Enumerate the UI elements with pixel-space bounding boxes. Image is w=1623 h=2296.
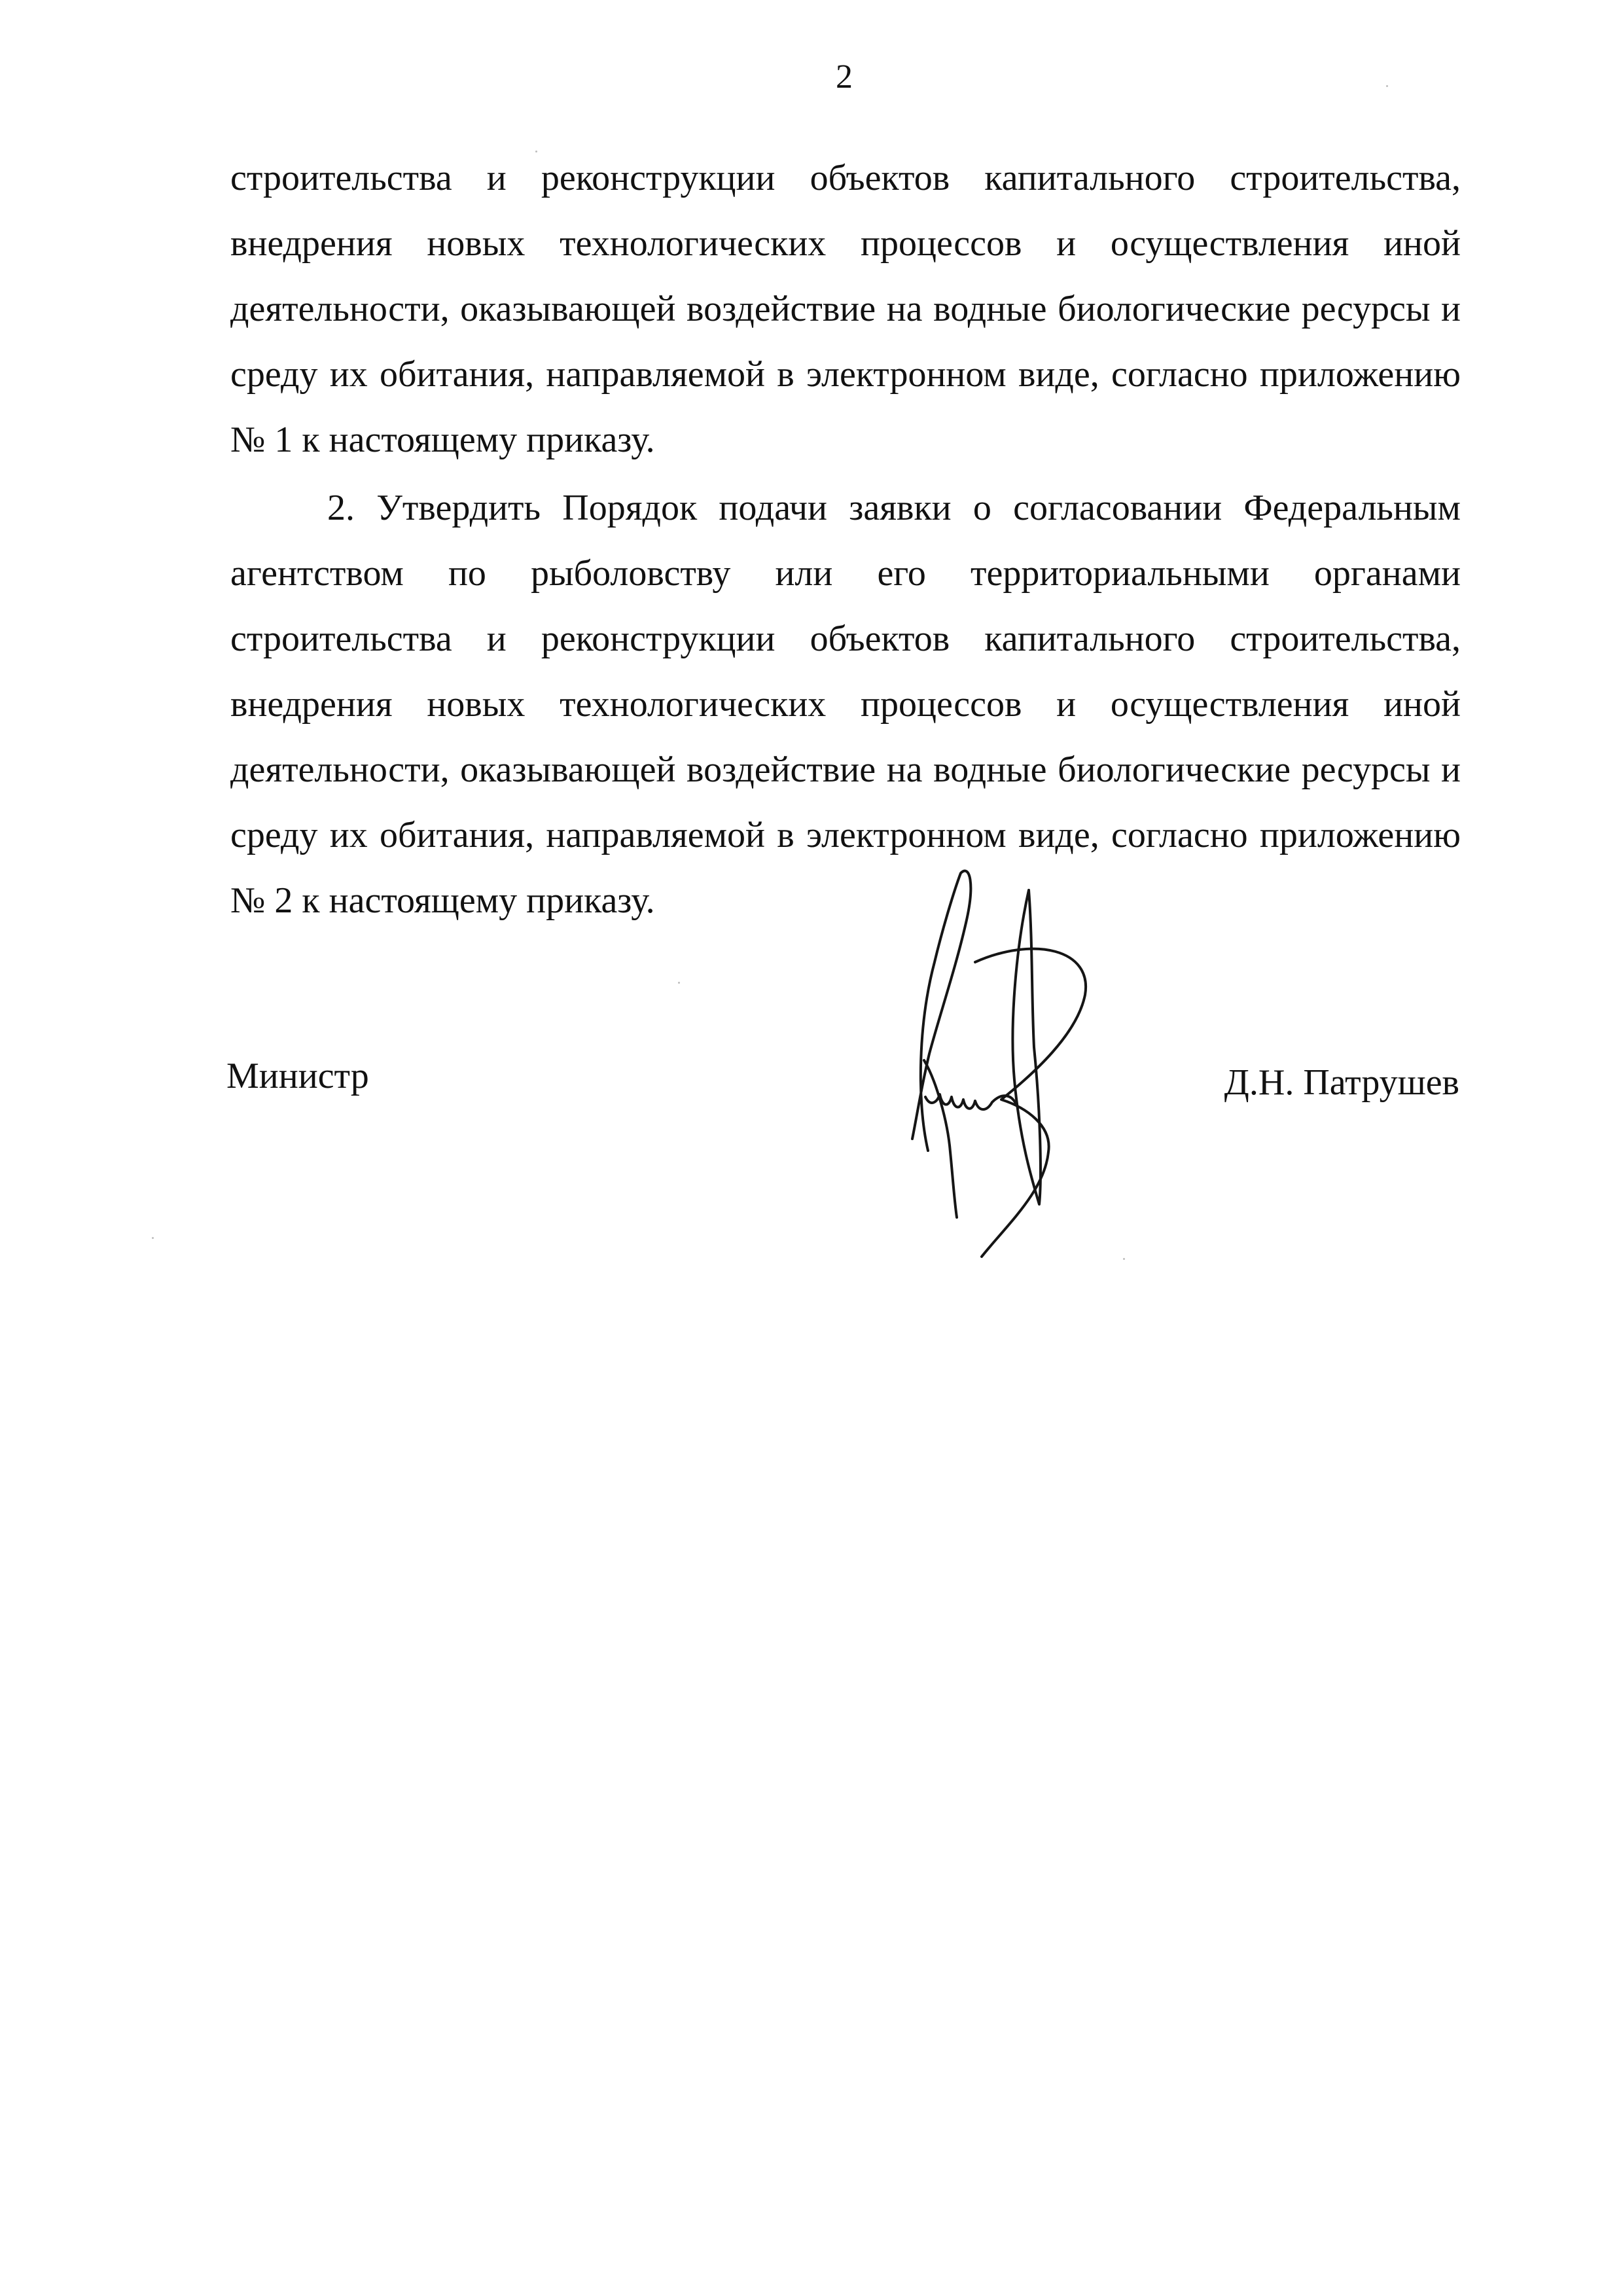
paragraph-text: 2. Утвердить Порядок подачи заявки о согласовании Федеральным агентством по рыболовству или его территориальными органами строительства и реконструкции объектов капитального строительства, внедрения новых технологических процессов и осуществления иной деятельности, оказывающей воздействие на водные биологические ресурсы и среду их обитания, направляемой в электронном виде, согласно приложению № 2 к настоящему приказу. xyxy=(230,488,1461,921)
signer-title: Министр xyxy=(226,1056,369,1096)
handwritten-signature xyxy=(877,864,1126,1270)
paragraph-continuation xyxy=(230,145,1461,473)
paragraph-text: строительства и реконструкции объектов капитального строительства, внедрения новых технологических процессов и осуществления иной деятельности, оказывающей воздействие на водные биологические ресурсы и среду их обитания, направляемой в электронном виде, согласно приложению № 1 к настоящему приказу. xyxy=(230,158,1461,460)
signature-stroke-tall xyxy=(1012,890,1040,1204)
signer-name: Д.Н. Патрушев xyxy=(1224,1062,1459,1103)
page-number: 2 xyxy=(836,58,853,96)
signature-stroke-loop xyxy=(924,1060,957,1217)
paragraph-item-2 xyxy=(230,475,1461,933)
signature-block xyxy=(226,1043,1459,1115)
